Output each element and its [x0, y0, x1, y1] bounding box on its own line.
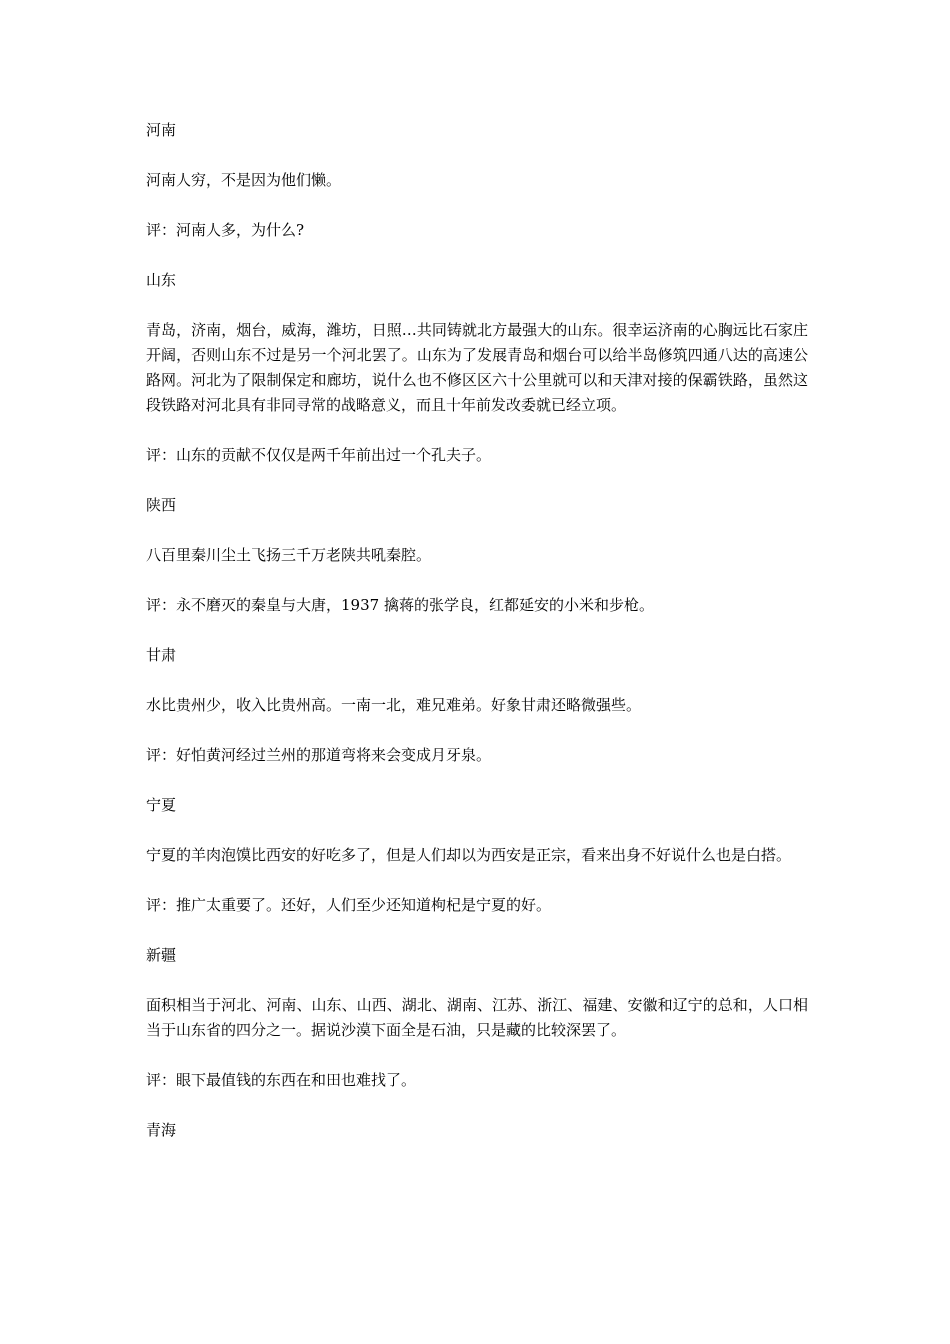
- section-body-shaanxi: 八百里秦川尘土飞扬三千万老陕共吼秦腔。: [146, 546, 432, 564]
- section-body-shandong: 青岛，济南，烟台，威海，潍坊，日照…共同铸就北方最强大的山东。很幸运济南的心胸远比石家庄开阔，否则山东不过是另一个河北罢了。山东为了发展青岛和烟台可以给半岛修筑四通八达的高速公路网。河北为了限制保定和廊坊，说什么也不修区区六十公里就可以和天津对接的保霸铁路，虽然这段铁路对河北具有非同寻常的战略意义，而且十年前发改委就已经立项。: [146, 321, 808, 414]
- section-comment-henan: 评：河南人多，为什么?: [146, 221, 305, 239]
- section-comment-ningxia: 评：推广太重要了。还好，人们至少还知道枸杞是宁夏的好。: [146, 896, 552, 914]
- section-body-henan: 河南人穷，不是因为他们懒。: [146, 171, 342, 189]
- section-heading-xinjiang: 新疆: [146, 946, 177, 964]
- section-heading-qinghai: 青海: [146, 1121, 177, 1139]
- section-heading-ningxia: 宁夏: [146, 796, 177, 814]
- section-comment-xinjiang: 评：眼下最值钱的东西在和田也难找了。: [146, 1071, 417, 1089]
- section-body-ningxia: 宁夏的羊肉泡馍比西安的好吃多了，但是人们却以为西安是正宗，看来出身不好说什么也是白搭。: [146, 846, 792, 864]
- document-body: [146, 118, 808, 1168]
- section-heading-shandong: 山东: [146, 271, 177, 289]
- section-heading-shaanxi: 陕西: [146, 496, 177, 514]
- section-comment-shaanxi: 评：永不磨灭的秦皇与大唐，1937 擒蒋的张学良，红都延安的小米和步枪。: [146, 596, 654, 614]
- section-heading-gansu: 甘肃: [146, 646, 177, 664]
- section-heading-henan: 河南: [146, 121, 177, 139]
- section-comment-gansu: 评：好怕黄河经过兰州的那道弯将来会变成月牙泉。: [146, 746, 492, 764]
- section-body-gansu: 水比贵州少，收入比贵州高。一南一北，难兄难弟。好象甘肃还略微强些。: [146, 696, 642, 714]
- section-comment-shandong: 评：山东的贡献不仅仅是两千年前出过一个孔夫子。: [146, 446, 492, 464]
- section-body-xinjiang: 面积相当于河北、河南、山东、山西、湖北、湖南、江苏、浙江、福建、安徽和辽宁的总和，人口相当于山东省的四分之一。据说沙漠下面全是石油，只是藏的比较深罢了。: [146, 996, 808, 1039]
